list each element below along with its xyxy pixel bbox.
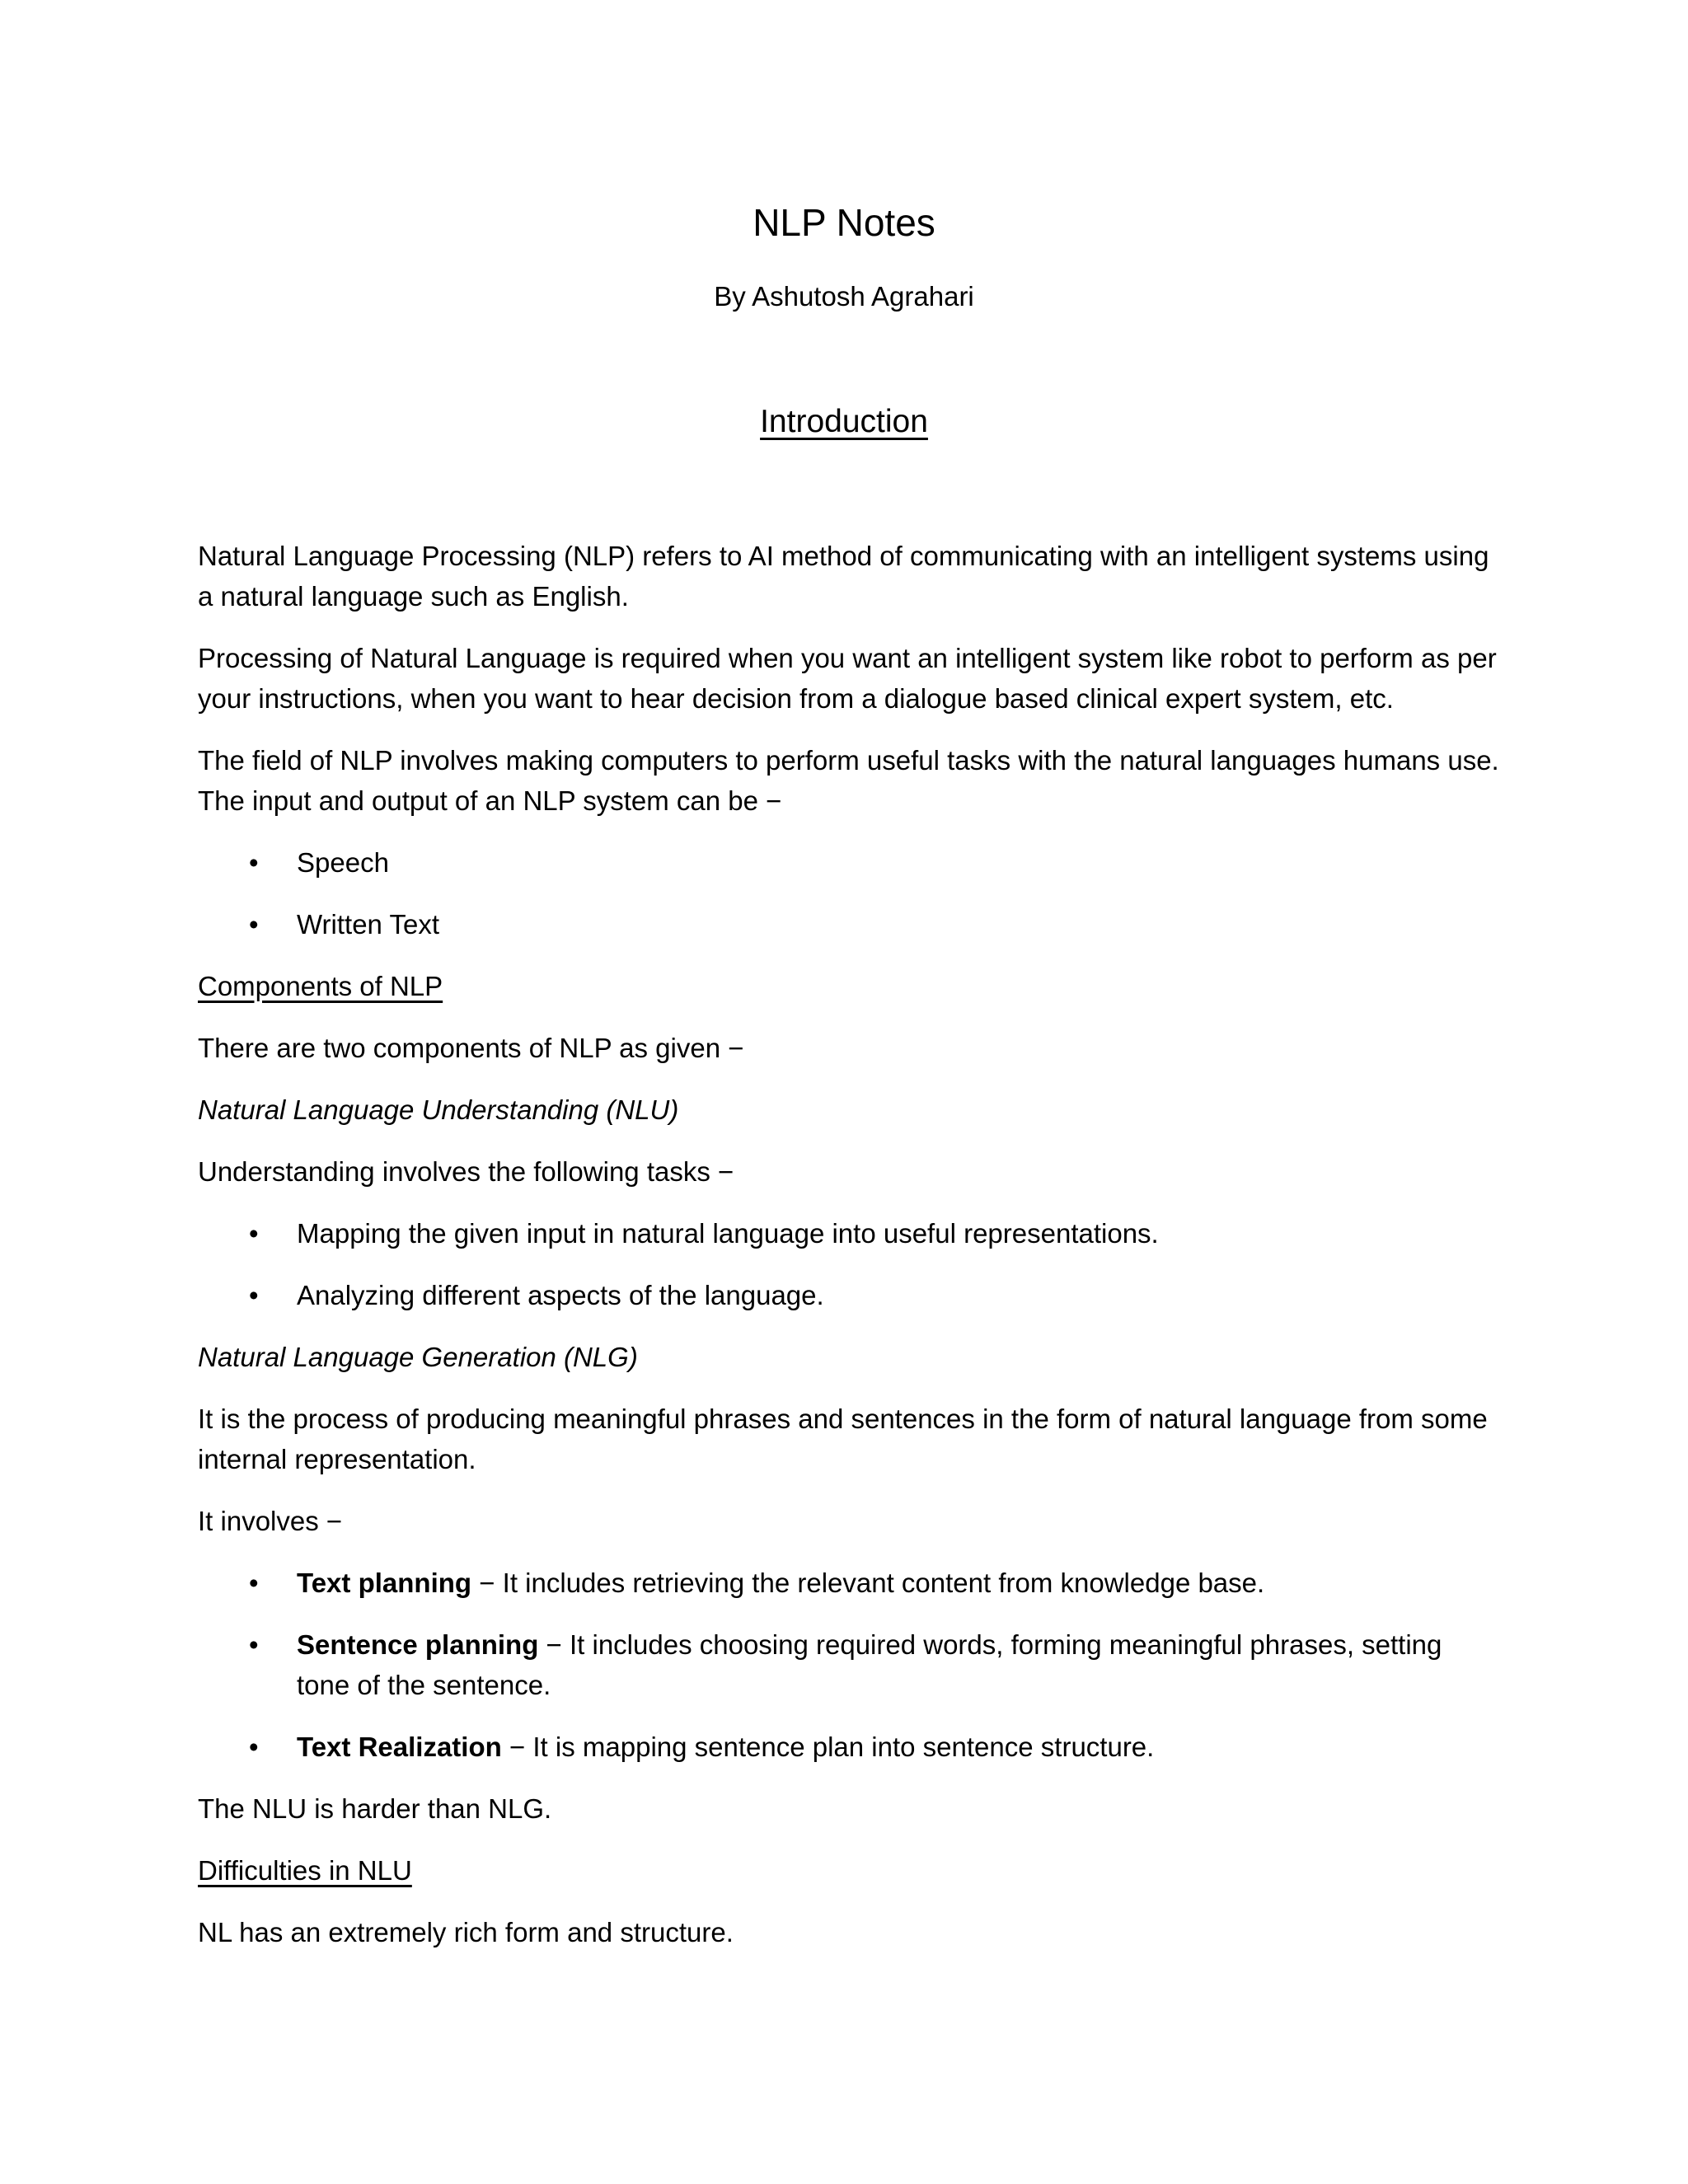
bullet-icon: •: [249, 1218, 259, 1249]
nlu-intro: Understanding involves the following tasks −: [198, 1156, 734, 1187]
nlg-description: It is the process of producing meaningful phrases and sentences in the form of natural language from some internal representation.: [198, 1404, 1488, 1474]
bullet-icon: •: [249, 909, 259, 940]
list-item: [198, 1624, 1500, 1705]
list-item: [198, 904, 1500, 944]
list-item-term: Sentence planning: [297, 1629, 539, 1660]
list-item-text: Written Text: [297, 909, 440, 940]
components-intro: There are two components of NLP as given −: [198, 1033, 744, 1063]
list-item: [198, 1213, 1500, 1254]
io-list: [198, 842, 1500, 944]
bullet-icon: •: [249, 1629, 259, 1660]
section-heading: [0, 400, 1688, 444]
components-heading: [198, 966, 1500, 1006]
difficulties-heading: [198, 1850, 1500, 1891]
bullet-icon: •: [249, 1568, 259, 1598]
bullet-icon: •: [249, 847, 259, 878]
list-item-text: − It is mapping sentence plan into sentence structure.: [501, 1732, 1155, 1762]
nlu-task-list: [198, 1213, 1500, 1315]
list-item: [198, 1275, 1500, 1315]
intro-paragraph-1: Natural Language Processing (NLP) refers to AI method of communicating with an intelligent systems using a natural language such as English.: [198, 541, 1489, 612]
list-item-text: Speech: [297, 847, 389, 878]
document-body: [198, 536, 1500, 1974]
nlu-heading: Natural Language Understanding (NLU): [198, 1094, 679, 1125]
list-item: [198, 842, 1500, 883]
bullet-icon: •: [249, 1732, 259, 1762]
list-item-text: Analyzing different aspects of the language.: [297, 1280, 824, 1310]
document-title: NLP Notes: [753, 201, 935, 244]
list-item-text: − It includes choosing required words, forming meaningful phrases, setting tone of the sentence.: [297, 1629, 1442, 1700]
list-item-term: Text Realization: [297, 1732, 502, 1762]
difficulties-paragraph-1: NL has an extremely rich form and structure.: [198, 1917, 734, 1947]
document-author: By Ashutosh Agrahari: [714, 281, 974, 312]
section-heading-text: Introduction: [760, 404, 928, 439]
list-item-text: Mapping the given input in natural language into useful representations.: [297, 1218, 1159, 1249]
nlg-stage-list: [198, 1563, 1500, 1767]
components-heading-text: Components of NLP: [198, 971, 443, 1001]
intro-paragraph-3: The field of NLP involves making computers to perform useful tasks with the natural languages humans use. The input and output of an NLP system can be −: [198, 745, 1499, 816]
list-item-text: − It includes retrieving the relevant content from knowledge base.: [471, 1568, 1265, 1598]
list-item: [198, 1563, 1500, 1603]
nlg-heading: Natural Language Generation (NLG): [198, 1342, 638, 1372]
list-item-term: Text planning: [297, 1568, 472, 1598]
list-item: [198, 1727, 1500, 1767]
intro-paragraph-2: Processing of Natural Language is required when you want an intelligent system like robot to perform as per your instructions, when you want to hear decision from a dialogue based clinical expert system, etc.: [198, 643, 1497, 714]
difficulties-heading-text: Difficulties in NLU: [198, 1855, 412, 1886]
bullet-icon: •: [249, 1280, 259, 1310]
comparison-paragraph: The NLU is harder than NLG.: [198, 1793, 552, 1824]
nlg-involves: It involves −: [198, 1506, 343, 1536]
